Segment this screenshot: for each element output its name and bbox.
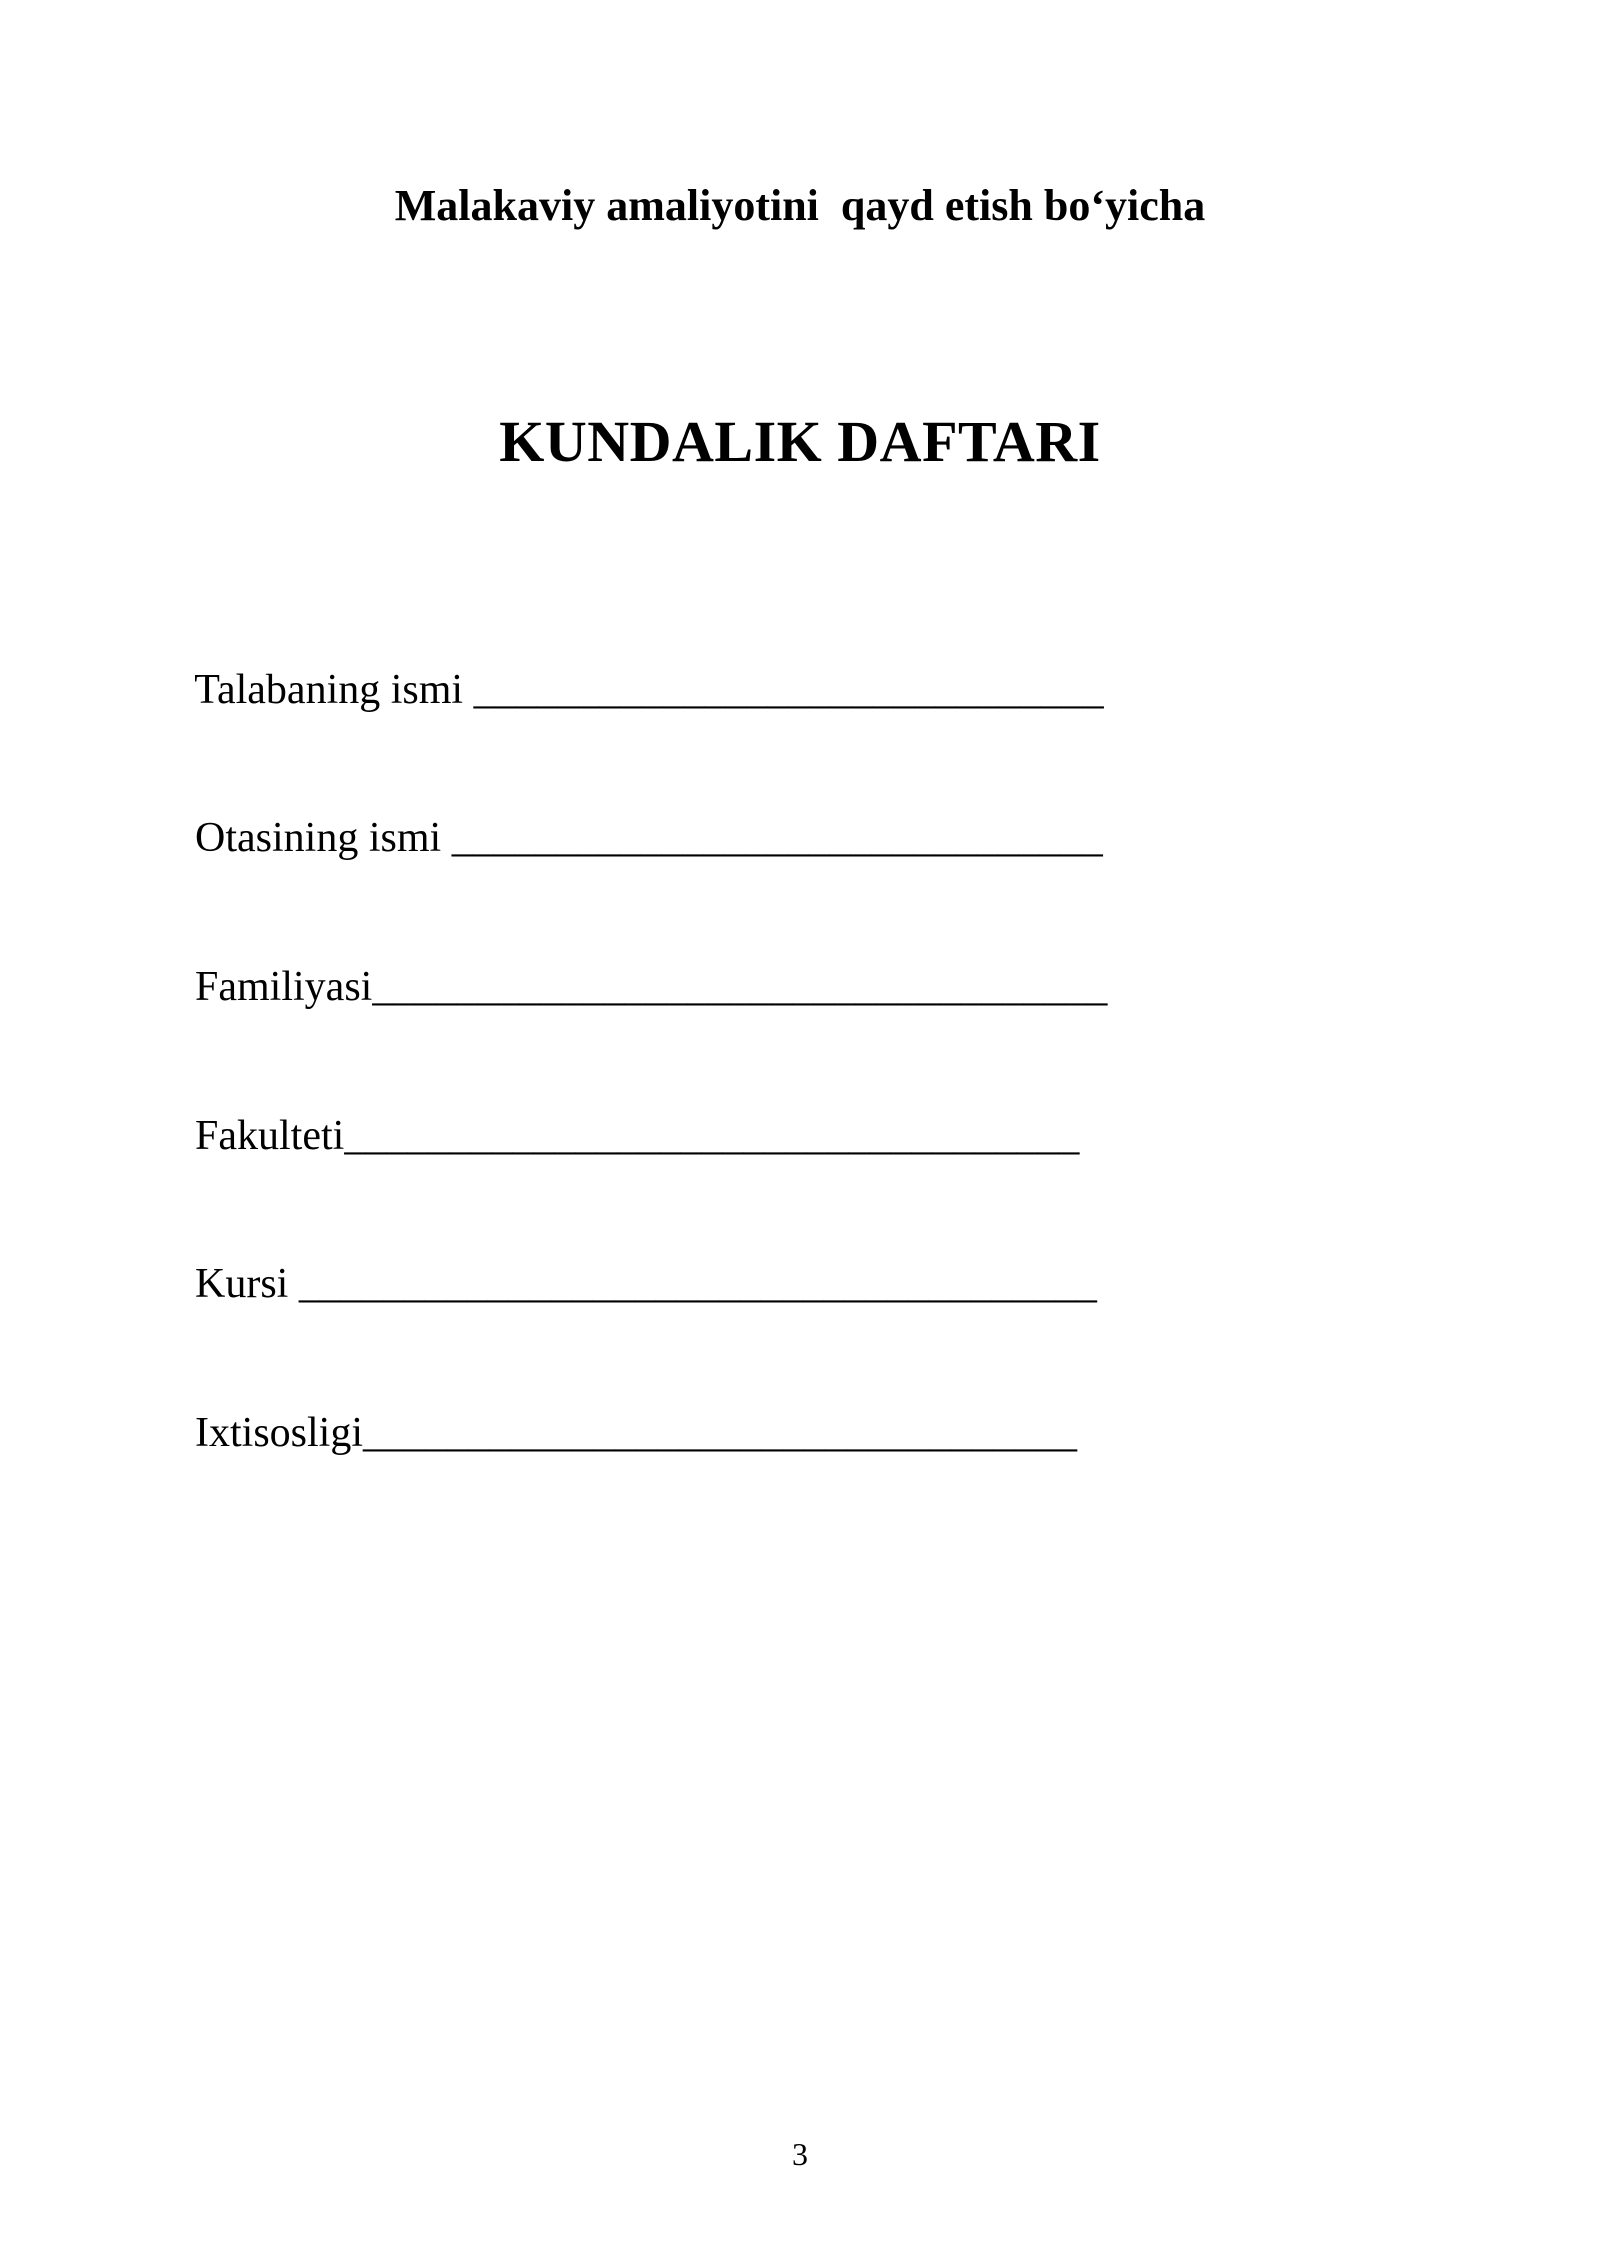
fill-in-line: __________________________________ (363, 1410, 1078, 1456)
fill-in-line: ______________________________ (473, 667, 1104, 713)
field-course (153, 1200, 1097, 1368)
page-number: 3 (792, 2136, 808, 2172)
field-label: Kursi (195, 1261, 299, 1307)
field-specialty (153, 1349, 1077, 1517)
fill-in-line: ______________________________________ (298, 1261, 1097, 1307)
fill-in-line: _______________________________ (451, 815, 1103, 861)
fill-in-line: ___________________________________ (344, 1113, 1080, 1159)
field-patronymic (153, 754, 1103, 922)
document-subtitle: Malakaviy amaliyotini qayd etish bo‘yicha (394, 181, 1206, 230)
field-surname (153, 903, 1107, 1071)
field-label: Fakulteti (195, 1113, 345, 1159)
field-faculty (153, 1052, 1079, 1220)
fill-in-line: ___________________________________ (372, 964, 1108, 1010)
field-label: Familiyasi (195, 964, 373, 1010)
document-title: KUNDALIK DAFTARI (499, 409, 1101, 474)
field-student-name (153, 606, 1104, 774)
field-label: Otasining ismi (195, 815, 452, 861)
field-label: Ixtisosligi (195, 1410, 364, 1456)
field-label: Talabaning ismi (194, 667, 474, 713)
